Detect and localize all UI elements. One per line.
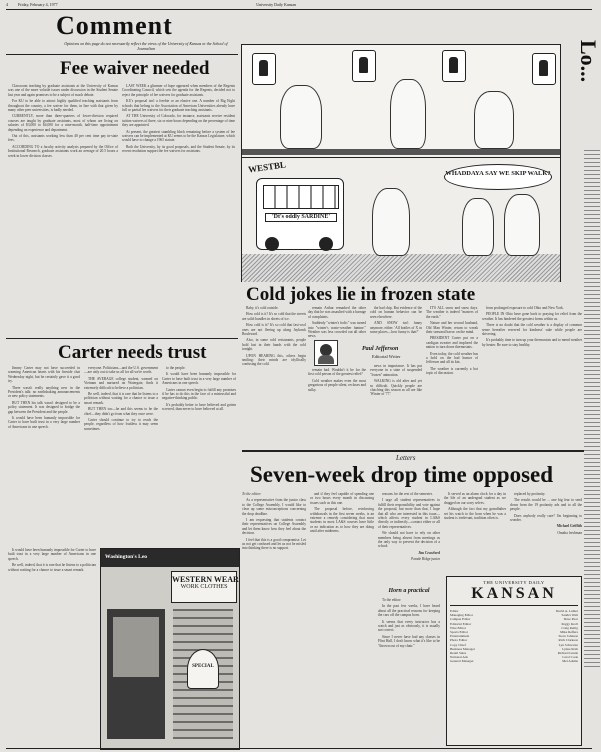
staff-name: Mel Adams	[562, 659, 578, 664]
page-date: Friday, February 4, 1977	[18, 2, 58, 7]
bus-windows	[263, 185, 339, 209]
staff-role: Entertainment	[450, 634, 470, 639]
speech-balloon: WHADDAYA SAY WE SKIP WALK?	[444, 164, 552, 190]
headline-cold-jokes: Cold jokes lie in frozen state	[246, 284, 476, 305]
columnist-portrait	[314, 340, 338, 366]
staff-role: Managing Editor	[450, 613, 474, 618]
staff-role: Business Manager	[450, 646, 475, 651]
bundled-pedestrian-figure	[372, 188, 410, 256]
staff-name: Steve Johnson	[558, 634, 578, 639]
street-curb	[242, 149, 560, 155]
editorial-cartoon	[241, 44, 561, 282]
staff-name: Rich Clarkson	[558, 638, 578, 643]
bundled-pedestrian-figure	[280, 85, 322, 149]
cold-col-6: from prolonged exposure to cold Ohio and New York. PEOPLE IN Ohio have gone back to praying for relief from the weather. It has hindered the greatest forms within us. There is no doubt that the cold weather is a display of common sense hereafter reserved for kindness' sake while people are shivering. It's probably time to turn up your thermostats and to mend weather by heater. Be sure to stay healthy.	[482, 306, 582, 347]
letters-col-5: It served as an alarm clock for a day in the life of an undergrad student as we dragged on our sorry selves. Although the fact that my grandfather set his watch to the horn when he was a student is irrelevant, tradition often is.	[444, 492, 506, 521]
comment-subtitle: Opinions on this page do not necessarily reflect the views of the University of Kansas or the School of Journalism	[64, 41, 228, 51]
cold-col-4b: news in importance. It has put everyone in a state of suspended "frozen" animation. WALKING is old after and yet so difficult. Quickly people are clutching this season as all are like 'Winter of '77.'	[370, 364, 422, 397]
headline-carter: Carter needs trust	[58, 342, 207, 363]
staff-name: Carol Cook	[562, 655, 578, 660]
staff-role: General Manager	[450, 659, 474, 664]
letters-rule	[242, 450, 584, 452]
staff-role: Sports Editor	[450, 630, 468, 635]
staff-role: Wire Editor	[450, 625, 466, 630]
cold-col-3: remain Arthur remarked the other day that he was assaulted with a barrage of complaints. Suddenly "winter's frolic" was turned into "winter's waste-weather famine." Weather was less crowded out all other news.	[308, 306, 366, 339]
letters-label: Letters	[396, 454, 416, 462]
bus-wheel	[319, 237, 333, 251]
paper-name: University Daily Kansan	[256, 2, 296, 7]
columnist-title: Editorial Writer	[372, 354, 401, 359]
walk-signal-icon	[442, 50, 466, 82]
bundled-pedestrian-figure	[462, 198, 494, 256]
staff-role: National Ads	[450, 655, 468, 660]
headline-fee-waiver: Fee waiver needed	[60, 58, 210, 79]
storefront-sign: Washington's Leo	[105, 554, 148, 560]
comment-title: Comment	[56, 11, 173, 40]
snowy-ground	[242, 254, 560, 282]
walk-signal-icon	[532, 53, 556, 85]
door-window	[113, 617, 159, 677]
portrait-shoulders	[318, 355, 334, 364]
adjacent-page-text: Lo...	[576, 40, 601, 83]
staff-row	[450, 659, 578, 663]
carter-col-continued: It would have been humanly impossible for Carter to have built trust in a very large number of Americans in one speech. Be well, indeed, that it is rare that he listens to a politician without waiting for a chance to issue a smart remark.	[8, 548, 96, 572]
carter-col-2: everyone. Politicians—and the U.S. government—are only out to take us all for all we're worth. THE AVERAGE college student, weaned on Vietnam and nurtured on Watergate, finds it extremely difficult to believe a politician. Be well, indeed, that it is rare that he listens to a politician without waiting for a chance to issue a smart remark. BUT THEN too—he and this seems to be the chief—they didn't go from what they once were. Carter should continue to try to reach the people, regardless of how fruitless it may seem sometimes.	[84, 366, 158, 431]
cartoon-panel-signals	[242, 45, 560, 155]
staff-name: Sandra Weil	[561, 613, 578, 618]
store-subtitle: WORK CLOTHES	[180, 584, 228, 590]
cold-col-5: IT'S ALL snow and snow days. The weather is indeed "masters of the earth." Nature and her second husband, Old Man Winter, return to wreak their seasonal havoc on the mind. PRESIDENT Carter put on a cardigan sweater and implored the nation to turn down thermostats. Even today, the cold weather has a hold on the bad humor of Jefferson and all its kin. The weather is currently a hot topic of discussion.	[426, 306, 478, 376]
cold-col-1: Baby, it's cold outside. How cold is it? It's so cold that the streets are solid bundles in sheets of ice. How cold is it? It's so cold that fast-cool ones are not fleeing up along Jayhawk Boulevard. Also, in some cold restaurants, people hold fast in their hands with the cold tonight. UPON HEARING this, others begin smiling: their minds are idyllically confusing the cold.	[242, 306, 306, 367]
staff-box	[446, 576, 582, 746]
header-rule	[6, 9, 592, 10]
storefront-photo	[100, 548, 240, 750]
display-window	[173, 609, 233, 739]
letters-col-6: replaced by profanity. The results would be ... one big fear to send down from the 19 profanity ads and to all the people. Does anybody really care? I'm beginning to wonder. Michael Griffith Omaha freshman	[510, 492, 582, 535]
page-header	[6, 2, 296, 7]
store-doorway	[107, 609, 165, 739]
comment-rule	[6, 54, 238, 55]
carter-col-3: to the people. It would have been humanly impossible for Carter to have built trust in a very large number of Americans in one speech. Carter cannot even begin to fulfill any promises if he has to do this in the face of a mistrustful and negative-thinking public. It's probably better to have believed and gotten screwed, than never to have believed at all.	[162, 366, 236, 412]
walk-signal-icon	[252, 53, 276, 85]
headline-letters: Seven-week drop time opposed	[250, 462, 554, 487]
bus-drawing	[256, 178, 344, 250]
fee-waiver-col-2: LAST WEEK a glimmer of hope appeared when members of the Regents Coordinating Council, which sets the agenda for the Regents, decided not to reject the principle of fee waivers for graduate assistants. KU's proposal isn't a freebie or an elusive one. A number of Big Eight schools that belong to the Association of American Universities already have full or partial fee waivers for their graduate teaching assistants. AT THE University of Colorado, for instance, assistants receive resident tuition waivers of three, six or nine hours depending on the percentage of time they are appointed. At present, the greatest stumbling block remaining before a system of fee waivers can be implemented at KU seems to be the Kansas Legislature, which would have to change a 1965 statute. Both the University, by its good proposals, and the Student Senate, by its recent resolution support the fee waivers for assistants.	[122, 84, 235, 154]
staff-box-nameplate: KANSAN	[471, 585, 557, 602]
staff-name: Lyn Schwarze	[558, 642, 578, 647]
walk-signal-icon	[352, 50, 376, 82]
fee-waiver-col-1: Classroom teaching by graduate assistants at the University of Kansas was one of the more volatile issues under discussion in the Student Senate last year and again promises to be a subject of much debate. For KU to be able to attract highly qualified teaching assistants from throughout the country, a fee waiver for them, in line with that given by many other peer universities, is badly needed. CURRENTLY, more than three-quarters of lower-division required courses are taught by graduate assistants, most of whom are living on salaries of $3,000 to $4,000 for a nine-month, half-time appointment depending on experience and department. Out of this, assistants working less than 40 per cent time pay in-state fees. ACCORDING TO a faculty activity analysis prepared by the Office of Institutional Research, graduate assistants work an average of 20.5 hours a week in lower division classes.	[8, 84, 118, 158]
letters-col-3: reasons for the rest of the semester. I urge all student representatives to fulfill their responsibility and vote against the proposal, but more than that, I hope that all who are interested in this issue—which affects every student in LA&S directly or indirectly—contact either or all of their representatives. We should not have to rely on other members being absent from meetings as the only way to prevent the decision of a school. Jim Crawford Parade Ridge junior	[378, 492, 440, 562]
staff-list	[450, 609, 578, 664]
staff-name: Richard Lunde	[557, 651, 578, 656]
store-signboard	[171, 571, 237, 603]
adjacent-page-columns	[584, 150, 600, 670]
staff-role: Editorial Editor	[450, 621, 472, 626]
staff-role: Photo Editor	[450, 638, 468, 643]
staff-role: Editor	[450, 609, 459, 613]
carter-rule	[6, 338, 238, 339]
page-number: 4	[6, 2, 8, 7]
letter-2-title: Horn a practical	[388, 588, 430, 594]
staff-name: Mike Reffers	[560, 630, 578, 635]
bus-wheel	[265, 237, 279, 251]
staff-name: Peggy Kroll	[561, 621, 578, 626]
cartoon-panel-bus	[242, 157, 560, 282]
special-sign: SPECIAL	[187, 649, 219, 689]
carter-col-1: Jimmy Carter may not have succeeded in warming American hearts with his fireside chat Wednesday night, but he certainly gave it a good try. There wasn't really anything new in the President's talk: no earthshaking announcements or new policy statements. BUT THEN his talk wasn't designed to be a policy statement. It was designed to bridge the gap between the President and the people. It would have been humanly impossible for Carter to have built trust in a very large number of Americans in one speech.	[8, 366, 80, 429]
staff-name: Lynne Roth	[562, 646, 578, 651]
footer-rule	[6, 748, 592, 749]
staff-name: David A. Luther	[555, 609, 578, 613]
staff-role: Copy Chief	[450, 642, 466, 647]
columnist-name: Paul Jefferson	[362, 346, 399, 352]
cold-col-2: remain bad. Wouldn't it be for the first cold person of the greatest relief? Cold weather makes even the most gregarious of people silent, recluses and sulky.	[308, 368, 366, 392]
bundled-pedestrian-figure	[390, 79, 426, 149]
store-name: WESTERN WEAR	[172, 575, 239, 584]
cold-col-4: the bad chip. But evidence of the cold on human behavior can be seen elsewhere. AND SNOW isn't funny anymore, either. 'All bottles of X in some places—how funny is that?'	[370, 306, 422, 335]
letters-col-4: To the editor: In the past few weeks, I have heard about all the practical reasons for keeping the cars off the campus horn. It seems that every instructor has a watch and just as obviously, it is usually not correct. Since I never have had any classes in Flint Hall, I don't know what it's like to be "thrown out of my chair."	[378, 598, 440, 648]
staff-box-divider	[450, 605, 578, 606]
staff-name: Craig Rettig	[561, 625, 578, 630]
staff-role: Campus Editor	[450, 617, 471, 622]
bundled-pedestrian-figure	[474, 91, 514, 149]
westbound-sign: WESTBL	[247, 159, 287, 175]
bundled-pedestrian-figure	[504, 194, 540, 256]
bus-sign: 'Dt's oddly SARDINE'	[265, 213, 337, 222]
staff-box-header: THE UNIVERSITY DAILY	[483, 580, 545, 585]
staff-role: Retail Sales	[450, 651, 467, 656]
staff-name: Dave Pace	[563, 617, 578, 622]
letters-col-1: To the editor: As a representative from the junior class to the College Assembly, I would like to clear up some misconceptions concerning the drop deadline. I am requesting that students contact their representatives on College Assembly and let them know how they feel about the decision. I feel that this is a good compromise. Let us not get confused and let us not be misled into thinking there is no support.	[242, 492, 306, 551]
letters-col-2: and if they feel capable of spending one or two hours every month in discussing issues such as this one. The proposal before, reinforcing withdrawals in the first seven weeks, is an extreme a remedy considering that most students in most LA&S courses have little or no indication as to how they are doing until after midterms.	[310, 492, 374, 534]
